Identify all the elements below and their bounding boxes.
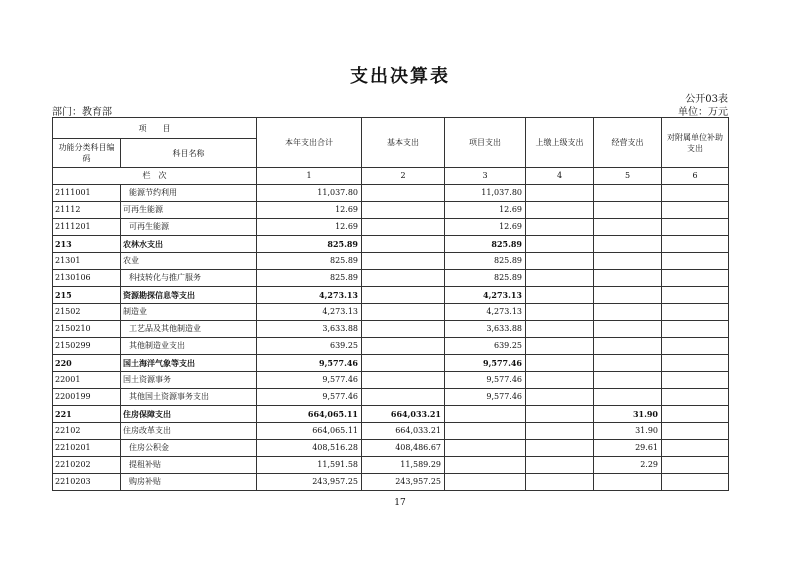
cell-subsidy <box>662 457 729 474</box>
cell-subsidy <box>662 406 729 423</box>
cell-upper <box>526 355 594 372</box>
cell-subsidy <box>662 236 729 253</box>
cell-total: 4,273.13 <box>257 287 362 304</box>
index-cell: 1 <box>257 168 362 185</box>
cell-business <box>594 355 662 372</box>
cell-code: 2111001 <box>53 185 121 202</box>
table-row <box>53 287 729 304</box>
cell-business <box>594 338 662 355</box>
page-title: 支出决算表 <box>350 66 450 87</box>
header-basic: 基本支出 <box>362 118 445 168</box>
cell-code: 2200199 <box>53 389 121 406</box>
index-cell: 3 <box>445 168 526 185</box>
cell-project <box>445 440 526 457</box>
cell-name: 可再生能源 <box>121 202 257 219</box>
cell-project: 3,633.88 <box>445 321 526 338</box>
table-row <box>53 474 729 491</box>
cell-upper <box>526 321 594 338</box>
cell-upper <box>526 423 594 440</box>
cell-project: 639.25 <box>445 338 526 355</box>
cell-name: 其他国土资源事务支出 <box>121 389 257 406</box>
cell-basic <box>362 304 445 321</box>
cell-basic <box>362 185 445 202</box>
cell-subsidy <box>662 287 729 304</box>
cell-total: 11,037.80 <box>257 185 362 202</box>
cell-upper <box>526 457 594 474</box>
cell-name: 可再生能源 <box>121 219 257 236</box>
cell-basic: 408,486.67 <box>362 440 445 457</box>
cell-subsidy <box>662 372 729 389</box>
cell-upper <box>526 253 594 270</box>
header-code: 功能分类科目编码 <box>53 139 121 168</box>
cell-basic <box>362 202 445 219</box>
table-row <box>53 253 729 270</box>
cell-business <box>594 474 662 491</box>
cell-business: 2.29 <box>594 457 662 474</box>
cell-basic <box>362 236 445 253</box>
cell-basic <box>362 287 445 304</box>
cell-project: 12.69 <box>445 202 526 219</box>
cell-project: 825.89 <box>445 253 526 270</box>
cell-total: 408,516.28 <box>257 440 362 457</box>
cell-upper <box>526 440 594 457</box>
cell-basic: 243,957.25 <box>362 474 445 491</box>
cell-business <box>594 372 662 389</box>
cell-upper <box>526 372 594 389</box>
cell-total: 825.89 <box>257 253 362 270</box>
cell-upper <box>526 338 594 355</box>
cell-name: 科技转化与推广服务 <box>121 270 257 287</box>
cell-project: 11,037.80 <box>445 185 526 202</box>
cell-code: 221 <box>53 406 121 423</box>
form-number: 公开03表 <box>685 94 728 105</box>
cell-total: 664,065.11 <box>257 423 362 440</box>
cell-subsidy <box>662 202 729 219</box>
cell-basic: 664,033.21 <box>362 406 445 423</box>
cell-name: 住房保障支出 <box>121 406 257 423</box>
cell-code: 2210201 <box>53 440 121 457</box>
cell-subsidy <box>662 423 729 440</box>
index-cell: 5 <box>594 168 662 185</box>
cell-total: 9,577.46 <box>257 355 362 372</box>
cell-upper <box>526 304 594 321</box>
cell-basic <box>362 355 445 372</box>
cell-subsidy <box>662 440 729 457</box>
cell-total: 825.89 <box>257 270 362 287</box>
table-row <box>53 372 729 389</box>
cell-code: 2150210 <box>53 321 121 338</box>
cell-upper <box>526 287 594 304</box>
cell-code: 2210203 <box>53 474 121 491</box>
table-row <box>53 219 729 236</box>
cell-project: 4,273.13 <box>445 287 526 304</box>
cell-basic <box>362 338 445 355</box>
cell-project <box>445 423 526 440</box>
cell-code: 2130106 <box>53 270 121 287</box>
table-row <box>53 440 729 457</box>
cell-business <box>594 236 662 253</box>
cell-basic <box>362 321 445 338</box>
cell-project: 825.89 <box>445 236 526 253</box>
cell-business <box>594 219 662 236</box>
cell-code: 22001 <box>53 372 121 389</box>
cell-upper <box>526 406 594 423</box>
cell-total: 9,577.46 <box>257 372 362 389</box>
cell-business <box>594 304 662 321</box>
cell-code: 2111201 <box>53 219 121 236</box>
index-cell: 4 <box>526 168 594 185</box>
cell-name: 其他制造业支出 <box>121 338 257 355</box>
cell-upper <box>526 185 594 202</box>
header-subsidy: 对附属单位补助支出 <box>662 118 729 168</box>
cell-name: 国土资源事务 <box>121 372 257 389</box>
cell-total: 639.25 <box>257 338 362 355</box>
cell-project: 9,577.46 <box>445 389 526 406</box>
cell-project <box>445 457 526 474</box>
cell-upper <box>526 389 594 406</box>
cell-subsidy <box>662 338 729 355</box>
cell-code: 2150299 <box>53 338 121 355</box>
header-lanci: 栏 次 <box>53 168 257 185</box>
table-row <box>53 423 729 440</box>
table-row <box>53 270 729 287</box>
expenditure-table <box>52 117 729 491</box>
cell-basic <box>362 372 445 389</box>
unit-label: 单位：万元 <box>678 107 728 118</box>
cell-code: 215 <box>53 287 121 304</box>
cell-subsidy <box>662 219 729 236</box>
cell-total: 12.69 <box>257 219 362 236</box>
table-row <box>53 321 729 338</box>
cell-total: 11,591.58 <box>257 457 362 474</box>
cell-upper <box>526 202 594 219</box>
cell-subsidy <box>662 253 729 270</box>
cell-project: 9,577.46 <box>445 355 526 372</box>
cell-name: 住房公积金 <box>121 440 257 457</box>
department-label: 部门：教育部 <box>52 107 112 118</box>
cell-name: 工艺品及其他制造业 <box>121 321 257 338</box>
table-row <box>53 406 729 423</box>
cell-name: 制造业 <box>121 304 257 321</box>
cell-business <box>594 270 662 287</box>
cell-total: 825.89 <box>257 236 362 253</box>
cell-business <box>594 287 662 304</box>
index-cell: 6 <box>662 168 729 185</box>
cell-total: 9,577.46 <box>257 389 362 406</box>
cell-code: 21112 <box>53 202 121 219</box>
cell-code: 21502 <box>53 304 121 321</box>
cell-business <box>594 202 662 219</box>
cell-basic <box>362 219 445 236</box>
cell-name: 住房改革支出 <box>121 423 257 440</box>
cell-subsidy <box>662 355 729 372</box>
cell-basic <box>362 270 445 287</box>
cell-name: 能源节约利用 <box>121 185 257 202</box>
cell-business: 29.61 <box>594 440 662 457</box>
cell-project <box>445 474 526 491</box>
cell-total: 12.69 <box>257 202 362 219</box>
cell-business: 31.90 <box>594 406 662 423</box>
cell-name: 国土海洋气象等支出 <box>121 355 257 372</box>
header-total: 本年支出合计 <box>257 118 362 168</box>
cell-subsidy <box>662 389 729 406</box>
cell-name: 购房补贴 <box>121 474 257 491</box>
cell-code: 213 <box>53 236 121 253</box>
cell-total: 4,273.13 <box>257 304 362 321</box>
cell-upper <box>526 474 594 491</box>
cell-project: 9,577.46 <box>445 372 526 389</box>
cell-basic: 11,589.29 <box>362 457 445 474</box>
header-upper: 上缴上级支出 <box>526 118 594 168</box>
cell-code: 220 <box>53 355 121 372</box>
cell-project <box>445 406 526 423</box>
header-name: 科目名称 <box>121 139 257 168</box>
cell-name: 农业 <box>121 253 257 270</box>
table-row <box>53 338 729 355</box>
cell-basic <box>362 253 445 270</box>
cell-business <box>594 389 662 406</box>
cell-code: 22102 <box>53 423 121 440</box>
table-row <box>53 202 729 219</box>
cell-basic: 664,033.21 <box>362 423 445 440</box>
cell-business <box>594 253 662 270</box>
cell-upper <box>526 219 594 236</box>
cell-subsidy <box>662 474 729 491</box>
cell-business <box>594 321 662 338</box>
header-business: 经营支出 <box>594 118 662 168</box>
table-row <box>53 236 729 253</box>
header-project-expense: 项目支出 <box>445 118 526 168</box>
index-cell: 2 <box>362 168 445 185</box>
cell-project: 4,273.13 <box>445 304 526 321</box>
cell-subsidy <box>662 270 729 287</box>
cell-subsidy <box>662 185 729 202</box>
cell-upper <box>526 270 594 287</box>
cell-total: 243,957.25 <box>257 474 362 491</box>
header-project: 项 目 <box>53 118 257 139</box>
cell-code: 2210202 <box>53 457 121 474</box>
cell-subsidy <box>662 321 729 338</box>
cell-name: 提租补贴 <box>121 457 257 474</box>
table-row <box>53 457 729 474</box>
cell-total: 664,065.11 <box>257 406 362 423</box>
page-number: 17 <box>394 498 406 508</box>
table-row <box>53 355 729 372</box>
cell-project: 12.69 <box>445 219 526 236</box>
cell-business <box>594 185 662 202</box>
cell-upper <box>526 236 594 253</box>
table-row <box>53 185 729 202</box>
cell-business: 31.90 <box>594 423 662 440</box>
cell-code: 21301 <box>53 253 121 270</box>
cell-subsidy <box>662 304 729 321</box>
table-row <box>53 389 729 406</box>
cell-name: 农林水支出 <box>121 236 257 253</box>
cell-total: 3,633.88 <box>257 321 362 338</box>
cell-name: 资源勘探信息等支出 <box>121 287 257 304</box>
cell-project: 825.89 <box>445 270 526 287</box>
cell-basic <box>362 389 445 406</box>
table-row <box>53 304 729 321</box>
